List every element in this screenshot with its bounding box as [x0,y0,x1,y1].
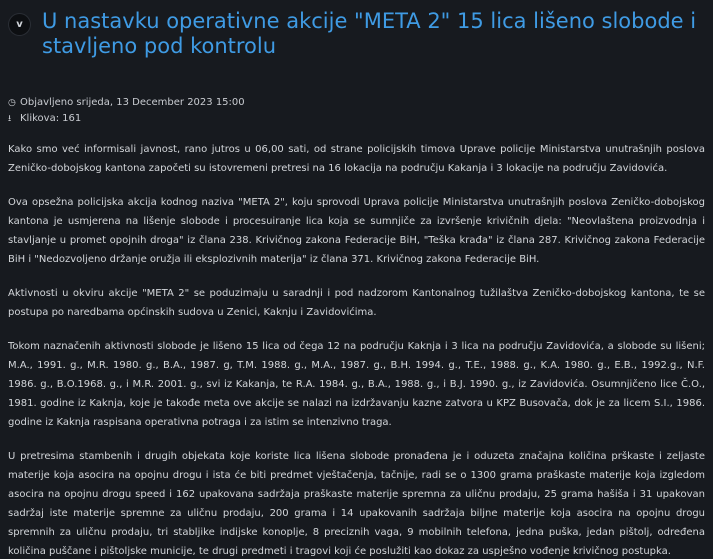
article-paragraph: Ova opsežna policijska akcija kodnog naziva "META 2", koju sprovodi Uprava policije Ministarstva unutrašnjih poslova Zeničko-dobojskog kantona je usmjerena na lišenje slobode i procesuiranje lica koja se sumnjiče za izvršenje krivičnih djela: "Neovlaštena proizvodnja i stavljanje u promet opojnih droga" iz člana 238. Krivičnog zakona Federacije BiH, "Teška krađa" iz člana 287. Krivičnog zakona Federacije BiH i "Nedozvoljeno držanje oružja ili eksplozivnih materija" iz člana 371. Krivičnog zakona Federacije BiH. [8,197,705,265]
clock-icon: ◷ [8,98,16,108]
published-info [8,95,245,111]
article-paragraph: Aktivnosti u okviru akcije "META 2" se poduzimaju u saradnji i pod nadzorom Kantonalnog tužilaštva Zeničko-dobojskog kantona, te se postupa po naredbama općinskih sudova u Zenici, Kaknju i Zavidovićima. [8,288,705,318]
hits-label: Klikova: [20,113,60,124]
article-paragraph: Kako smo već informisali javnost, rano jutros u 06,00 sati, od strane policijskih timova Uprave policije Ministarstva unutrašnjih poslova Zeničko-dobojskog kantona započeti su istovremeni pretresi na 16 lokacija na području Kakanja i 3 lokacije na području Zavidovića. [8,144,705,174]
hits-info [8,111,245,127]
expand-toggle-button[interactable]: v [9,14,30,35]
download-icon: ⭳ [8,114,12,124]
article-meta [8,95,245,127]
article-paragraph: U pretresima stambenih i drugih objekata koje koriste lica lišena slobode pronađena je i oduzeta značajna količina prškaste i zeljaste materije koja asocira na opojnu drogu i ista će biti predmet vještačenja, tačnije, radi se o 1300 grama praškaste materije koja izgledom asocira na opojnu drogu speed i 162 upakovana sadržaja praškaste materije spremna za uličnu prodaju, 25 grama hašiša i 31 upakovan sadržaj iste materije spremne za uličnu prodaju, 200 grama i 14 upakovanih sadržaja biljne materije koja asocira na opojnu drogu spremnih za uličnu prodaju, tri stabljike indijske konoplje, 8 preciznih vaga, 9 mobilnih telefona, jedna puška, jedan pištolj, određena količina puščane i pištoljske municije, te drugi predmeti i tragovi koji će poslužiti kao dokaz za uspješno vođenje krivičnog postupka. [8,451,705,557]
published-date: Objavljeno srijeda, 13 December 2023 15:00 [20,97,245,108]
article-body [8,140,705,559]
article-title[interactable]: U nastavku operativne akcije "META 2" 15 lica lišeno slobode i stavljeno pod kontrolu [42,9,697,58]
article-paragraph: Tokom naznačenih aktivnosti slobode je lišeno 15 lica od čega 12 na području Kaknja i 3 lica na području Zavidovića, a slobode su lišeni; M.A., 1991. g., M.R. 1980. g., B.A., 1987. g, T.M. 1988. g., M.A., 1987. g., B.H. 1994. g., T.E., 1988. g., K.A. 1980. g., E.B., 1992.g., N.F. 1986. g., B.O.1968. g., i M.R. 2001. g., svi iz Kakanja, te R.A. 1984. g., B.A., 1988. g., i B.J. 1990. g., iz Zavidovića. Osumnjičeno lice Č.O., 1981. godine iz Kaknja, koje je takođe meta ove akcije se nalazi na izdržavanju kazne zatvora u KPZ Busovača, dok je za licem S.I., 1986. godine iz Kaknja raspisana operativna potraga i za istim se intenzivno traga. [8,341,705,428]
hits-count: 161 [62,113,82,124]
